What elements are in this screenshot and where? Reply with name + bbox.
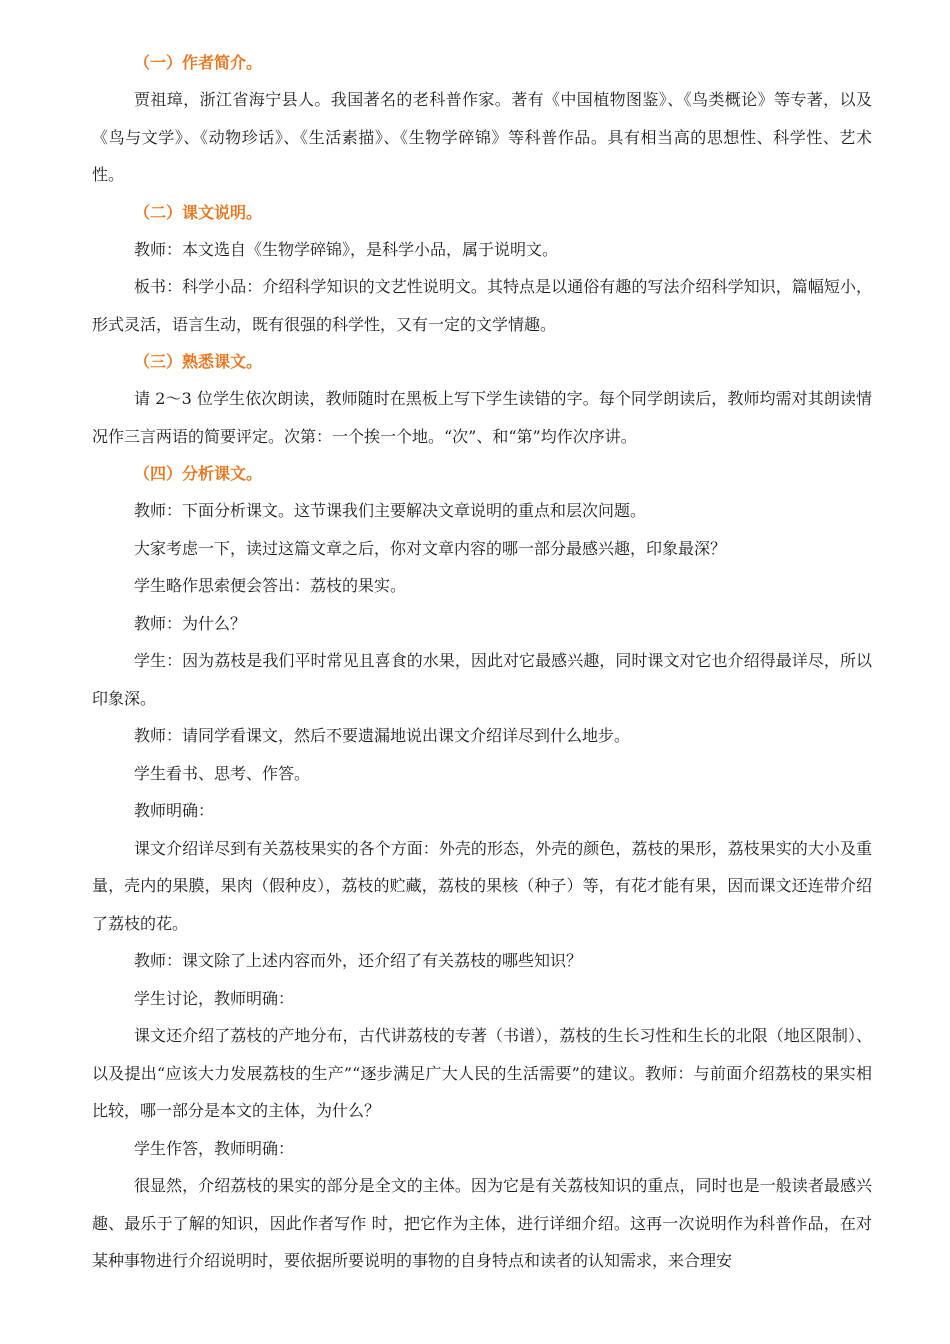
paragraph: 教师：本文选自《生物学碎锦》，是科学小品，属于说明文。 <box>134 239 559 259</box>
paragraph: 很显然，介绍荔枝的果实的部分是全文的主体。因为它是有关荔枝知识的重点，同时也是一般读者最感兴趣、最乐于了解的知识，因此作者写作 时，把它作为主体，进行详细介绍。这再一次说明作为科普作品，在对某种事物进行介绍说明时，要依据所要说明的事物的自身特点和读者的认知需求，来合理安 <box>92 1176 872 1270</box>
paragraph: 教师：下面分析课文。这节课我们主要解决文章说明的重点和层次问题。 <box>134 501 647 520</box>
paragraph: 课文介绍详尽到有关荔枝果实的各个方面：外壳的形态，外壳的颜色，荔枝的果形，荔枝果实的大小及重量，壳内的果膜，果肉（假种皮），荔枝的贮藏，荔枝的果核（种子）等，有花才能有果，因而课文还连带介绍了荔枝的花。 <box>92 838 872 933</box>
paragraph: 大家考虑一下，读过这篇文章之后，你对文章内容的哪一部分最感兴趣，印象最深？ <box>134 538 727 558</box>
section-heading-familiarize: （三）熟悉课文。 <box>134 352 263 371</box>
paragraph: 学生讨论，教师明确： <box>134 988 295 1008</box>
paragraph: 学生：因为荔枝是我们平时常见且喜食的水果，因此对它最感兴趣，同时课文对它也介绍得最详尽，所以印象深。 <box>92 651 872 708</box>
document-page <box>92 44 872 1280</box>
paragraph: 教师：为什么？ <box>134 613 247 633</box>
paragraph: 教师：请同学看课文，然后不要遗漏地说出课文介绍详尽到什么地步。 <box>134 726 631 745</box>
paragraph: 贾祖璋，浙江省海宁县人。我国著名的老科普作家。著有《中国植物图鉴》、《鸟类概论》等专著，以及《鸟与文学》、《动物珍话》、《生活素描》、《生物学碎锦》等科普作品。具有相当高的思想性、科学性、艺术性。 <box>92 90 872 184</box>
section-heading-analysis: （四）分析课文。 <box>134 464 263 483</box>
paragraph: 课文还介绍了荔枝的产地分布，古代讲荔枝的专著（书谱），荔枝的生长习性和生长的北限（地区限制）、以及提出“应该大力发展荔枝的生产”“逐步满足广大人民的生活需要”的建议。教师：与前面介绍荔枝的果实相比较，哪一部分是本文的主体，为什么？ <box>92 1026 872 1120</box>
section-heading-author: （一）作者简介。 <box>134 53 263 72</box>
paragraph: 请 2～3 位学生依次朗读，教师随时在黑板上写下学生读错的字。每个同学朗读后，教师均需对其朗读情况作三言两语的简要评定。次第：一个挨一个地。“次”、和“第”均作次序讲。 <box>92 389 872 446</box>
section-heading-text-description: （二）课文说明。 <box>134 202 263 222</box>
paragraph: 板书：科学小品：介绍科学知识的文艺性说明文。其特点是以通俗有趣的写法介绍科学知识，篇幅短小，形式灵活，语言生动，既有很强的科学性，又有一定的文学情趣。 <box>92 277 872 334</box>
paragraph: 学生作答，教师明确： <box>134 1138 295 1158</box>
paragraph: 教师明确： <box>134 801 215 820</box>
paragraph: 教师：课文除了上述内容而外，还介绍了有关荔枝的哪些知识？ <box>134 951 583 970</box>
paragraph: 学生看书、思考、作答。 <box>134 763 311 783</box>
paragraph: 学生略作思索便会答出：荔枝的果实。 <box>134 576 407 595</box>
